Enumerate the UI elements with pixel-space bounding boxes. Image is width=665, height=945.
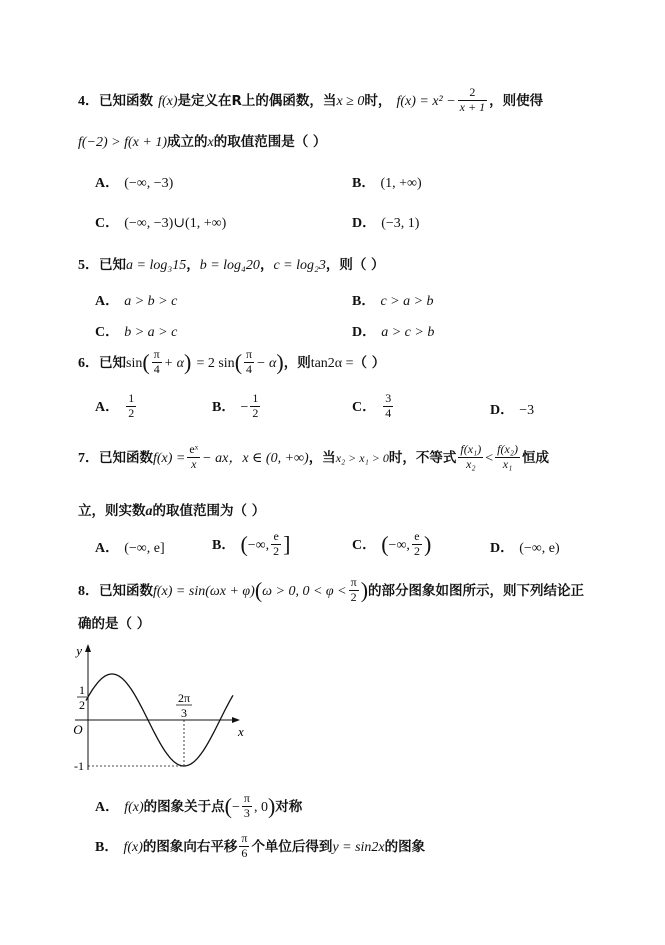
q4-stem-5: 成立的 (166, 134, 208, 150)
q5-option-b[interactable] (352, 290, 434, 310)
q7-option-b-frac (271, 530, 281, 559)
q6-frac-2-den: 4 (246, 361, 253, 376)
q8-tick-num: 2π (177, 691, 191, 705)
q8-option-a[interactable]: A． f(x)的图象关于点(− $\frac{\pi}{3}$ , 0)对称 (95, 791, 303, 820)
q6-option-c-den: 4 (385, 405, 392, 420)
q4-stem-2: 是定义在R上的偶函数，当 (177, 92, 337, 109)
q7-lhs-num: f(x₁) (460, 442, 482, 456)
q4-inequality: f(−2) > f(x + 1) (78, 135, 167, 150)
q4-fx: f(x) (158, 93, 178, 109)
q4-def-frac (458, 86, 487, 115)
q7-number: 7． (78, 450, 99, 466)
q7-lhs-frac (458, 443, 483, 472)
q8-sine-graph (70, 640, 255, 780)
q7-option-b-label: B． (212, 537, 236, 553)
q4-def-lhs: f(x) = x² − (396, 93, 456, 109)
q4-line1 (78, 86, 543, 115)
q6-option-c[interactable] (352, 392, 395, 421)
q4-option-d-text: (−3, 1) (381, 216, 420, 231)
q4-stem-6: 的取值范围是（ ） (213, 134, 327, 150)
q4-stem-3: 时， (364, 92, 392, 109)
q4-number: 4． (78, 93, 99, 109)
q5-stem-1: 已知 (99, 257, 126, 273)
q7-line1 (78, 443, 549, 472)
q6-option-a-den: 2 (128, 405, 135, 420)
q6-sin-1: sin (126, 355, 143, 371)
q8-option-b-mid: 的图象向右平移 (142, 838, 238, 855)
q5-option-d[interactable] (352, 321, 434, 341)
q8-fx: f(x) = sin(ωx + φ) (153, 583, 255, 599)
q7-option-c[interactable]: C． (−∞, $\frac{e}{2}$ ) (352, 529, 432, 558)
q6-option-c-frac (383, 392, 393, 421)
q7-option-d[interactable] (490, 537, 560, 557)
q8-option-a-den: 3 (243, 805, 250, 820)
q6-option-c-label: C． (352, 399, 377, 415)
q7-option-a-text: (−∞, e] (124, 541, 165, 556)
q5-c-def: c = log₂3 (273, 258, 326, 273)
q5-option-b-text: c > a > b (380, 294, 434, 309)
q4-option-c[interactable] (95, 212, 226, 232)
q8-option-b-mid2: 个单位后得到 (251, 838, 333, 855)
q7-stem-4: 恒成 (521, 449, 549, 466)
q7-ex-num: eˣ (189, 442, 199, 456)
q6-frac-2 (244, 348, 254, 377)
q5-option-c[interactable] (95, 321, 177, 341)
q8-cond-den: 2 (350, 589, 357, 604)
q5-b-def: b = log₄20 (199, 258, 260, 273)
q6-line1: 6．已知sin( $\frac{\pi}{4}$ + α) = 2 sin( $\frac{\pi}{4}$ − α)，则tan2α =（ ） (78, 347, 386, 376)
q8-option-a-zero: , 0 (253, 799, 268, 815)
q7-line2-text: 立，则实数 (78, 503, 146, 519)
q8-x-label: x (238, 724, 244, 739)
q8-x-arrow-icon (232, 717, 240, 723)
q7-option-b-den: 2 (273, 543, 280, 558)
q5-option-a-text: a > b > c (124, 294, 178, 309)
q6-frac-1 (152, 348, 162, 377)
q8-option-b-label: B． (95, 839, 119, 855)
q7-option-b[interactable]: B． (−∞, $\frac{e}{2}$ ] (212, 529, 291, 558)
q6-number: 6． (78, 355, 99, 371)
q8-line2 (78, 612, 150, 632)
q5-line1 (78, 253, 385, 274)
q7-option-c-label: C． (352, 537, 377, 553)
q8-cond: ω > 0, 0 < φ < (262, 583, 347, 599)
q7-ex-frac (187, 443, 200, 472)
q8-y-label: y (76, 643, 82, 658)
q8-stem-2: 的部分图象如图所示，则下列结论正 (368, 582, 585, 599)
q7-a: a (145, 504, 153, 519)
q6-stem-2: ，则 (283, 354, 311, 371)
q8-option-a-fx: f(x) (124, 799, 144, 815)
q6-option-c-num: 3 (385, 391, 392, 405)
q8-option-a-frac (242, 792, 252, 821)
q6-option-a-num: 1 (128, 391, 135, 405)
q4-line2 (78, 130, 326, 151)
q4-option-c-label: C． (95, 216, 120, 231)
q6-stem-1: 已知 (99, 354, 126, 371)
q5-sep-1: ， (186, 257, 200, 273)
q7-option-d-label: D． (490, 541, 515, 556)
q7-stem-2: ，当 (308, 449, 336, 466)
q8-option-b-fx: f(x) (123, 839, 143, 855)
q6-option-b-num: 1 (252, 391, 259, 405)
q4-cond: x ≥ 0 (336, 93, 365, 109)
q7-lt: < (485, 450, 494, 466)
q7-lhs-den: x₂ (466, 456, 476, 471)
q8-minus-one-label: -1 (74, 759, 84, 773)
q7-option-a-label: A． (95, 541, 120, 556)
q4-option-c-text: (−∞, −3)∪(1, +∞) (124, 216, 227, 231)
q4-option-a[interactable] (95, 172, 173, 192)
q6-option-b-sign: − (240, 399, 249, 415)
q7-rhs-den: x₁ (502, 456, 513, 471)
q8-option-b[interactable] (95, 832, 425, 861)
q5-option-d-label: D． (352, 325, 377, 340)
q7-stem-1: 已知函数 (99, 449, 153, 466)
q4-stem-4: ，则使得 (489, 92, 544, 109)
q8-number: 8． (78, 583, 99, 599)
q8-option-a-post: 对称 (275, 798, 303, 815)
q5-option-a-label: A． (95, 294, 120, 309)
q8-option-a-sign: − (231, 799, 240, 815)
q7-line2-text-b: 的取值范围为（ ） (152, 503, 266, 519)
q8-option-b-post: 的图象 (384, 838, 426, 855)
q8-option-b-num: π (241, 831, 248, 845)
q6-frac-1-num: π (153, 347, 160, 361)
q4-option-b-label: B． (352, 176, 376, 191)
q8-stem-1: 已知函数 (99, 582, 153, 599)
q6-stem-3: （ ） (353, 354, 386, 371)
q6-option-d[interactable] (490, 399, 534, 419)
q7-stem-3: 时，不等式 (388, 449, 457, 466)
q7-option-b-close: ] (283, 531, 291, 557)
q4-option-d-label: D． (352, 216, 377, 231)
q8-option-b-den: 6 (241, 845, 248, 860)
q5-sep-2: ， (259, 257, 274, 273)
q6-frac-1-den: 4 (153, 361, 160, 376)
q8-line1: 8．已知函数f(x) = sin(ωx + φ)(ω > 0, 0 < φ < $\frac{\pi}{2}$ )的部分图象如图所示，则下列结论正 (78, 575, 585, 604)
q7-rhs-frac (495, 443, 520, 472)
q4-def-frac-den: x + 1 (459, 99, 486, 114)
q4-option-a-text: (−∞, −3) (124, 176, 174, 191)
q4-option-a-label: A． (95, 176, 120, 191)
q5-option-c-text: b > a > c (124, 325, 178, 340)
q8-option-a-label: A． (95, 799, 120, 815)
q6-option-a-frac (126, 392, 136, 421)
q7-rhs-num: f(x₂) (497, 442, 518, 456)
q7-option-c-den: 2 (413, 543, 420, 558)
q5-option-a[interactable] (95, 290, 177, 310)
q7-option-c-frac (412, 530, 422, 559)
q7-cond: x₂ > x₁ > 0 (335, 450, 389, 465)
q6-option-a-label: A． (95, 399, 120, 415)
q7-domain: ，x ∈ (0, +∞) (228, 450, 309, 466)
q8-option-b-frac (239, 832, 249, 861)
q8-line2-text: 确的是（ ） (78, 616, 151, 632)
q5-a-def: a = log₃15 (126, 258, 187, 273)
q6-option-b-den: 2 (252, 405, 259, 420)
q4-option-d[interactable] (352, 212, 419, 232)
q7-line2 (78, 499, 265, 520)
q6-frac-2-num: π (246, 347, 253, 361)
q8-cond-num: π (350, 575, 357, 589)
q7-option-b-num: e (271, 530, 281, 545)
q8-origin-label: O (73, 722, 83, 737)
q7-option-b-pre: −∞, (247, 537, 270, 553)
q8-option-a-num: π (243, 791, 250, 805)
q4-option-b[interactable] (352, 172, 422, 192)
q8-y-arrow-icon (85, 644, 91, 652)
q7-option-c-num: e (412, 530, 422, 545)
q7-ex-den: x (191, 456, 197, 471)
q5-option-c-label: C． (95, 325, 120, 340)
q7-option-d-text: (−∞, e) (519, 541, 560, 556)
q7-minus-ax: − ax (202, 450, 229, 466)
q6-eq-2sin: = 2 sin (196, 355, 235, 371)
q8-half-num: 1 (79, 683, 85, 697)
q8-tick-den: 3 (181, 706, 187, 720)
q6-option-d-text: −3 (519, 403, 535, 418)
q6-minus-alpha: − α (256, 355, 277, 371)
q6-option-d-label: D． (490, 403, 515, 418)
q6-option-b-label: B． (212, 399, 236, 415)
q6-plus-alpha: + α (163, 355, 185, 371)
q6-tan: tan2α = (310, 355, 354, 371)
q5-option-d-text: a > c > b (381, 325, 435, 340)
q7-option-c-close: ) (423, 531, 432, 557)
q6-option-b[interactable] (212, 392, 262, 421)
q8-option-a-mid: 的图象关于点 (143, 798, 225, 815)
q5-number: 5． (78, 258, 99, 273)
q6-option-a[interactable] (95, 392, 138, 421)
q7-option-c-pre: −∞, (388, 537, 410, 553)
q7-option-a[interactable] (95, 537, 165, 557)
q8-half-den: 2 (79, 698, 85, 712)
q8-cond-frac (349, 576, 359, 605)
q4-def-frac-num: 2 (458, 86, 487, 101)
q4-var: x (207, 135, 214, 150)
q5-option-b-label: B． (352, 294, 376, 309)
q8-option-b-fn: y = sin2x (332, 839, 385, 855)
q5-stem-2: ，则（ ） (325, 257, 385, 273)
q6-option-b-frac (250, 392, 260, 421)
q4-stem-1: 已知函数 (99, 92, 153, 109)
q4-option-b-text: (1, +∞) (380, 176, 422, 191)
q7-fx-eq: f(x) = (153, 450, 186, 466)
